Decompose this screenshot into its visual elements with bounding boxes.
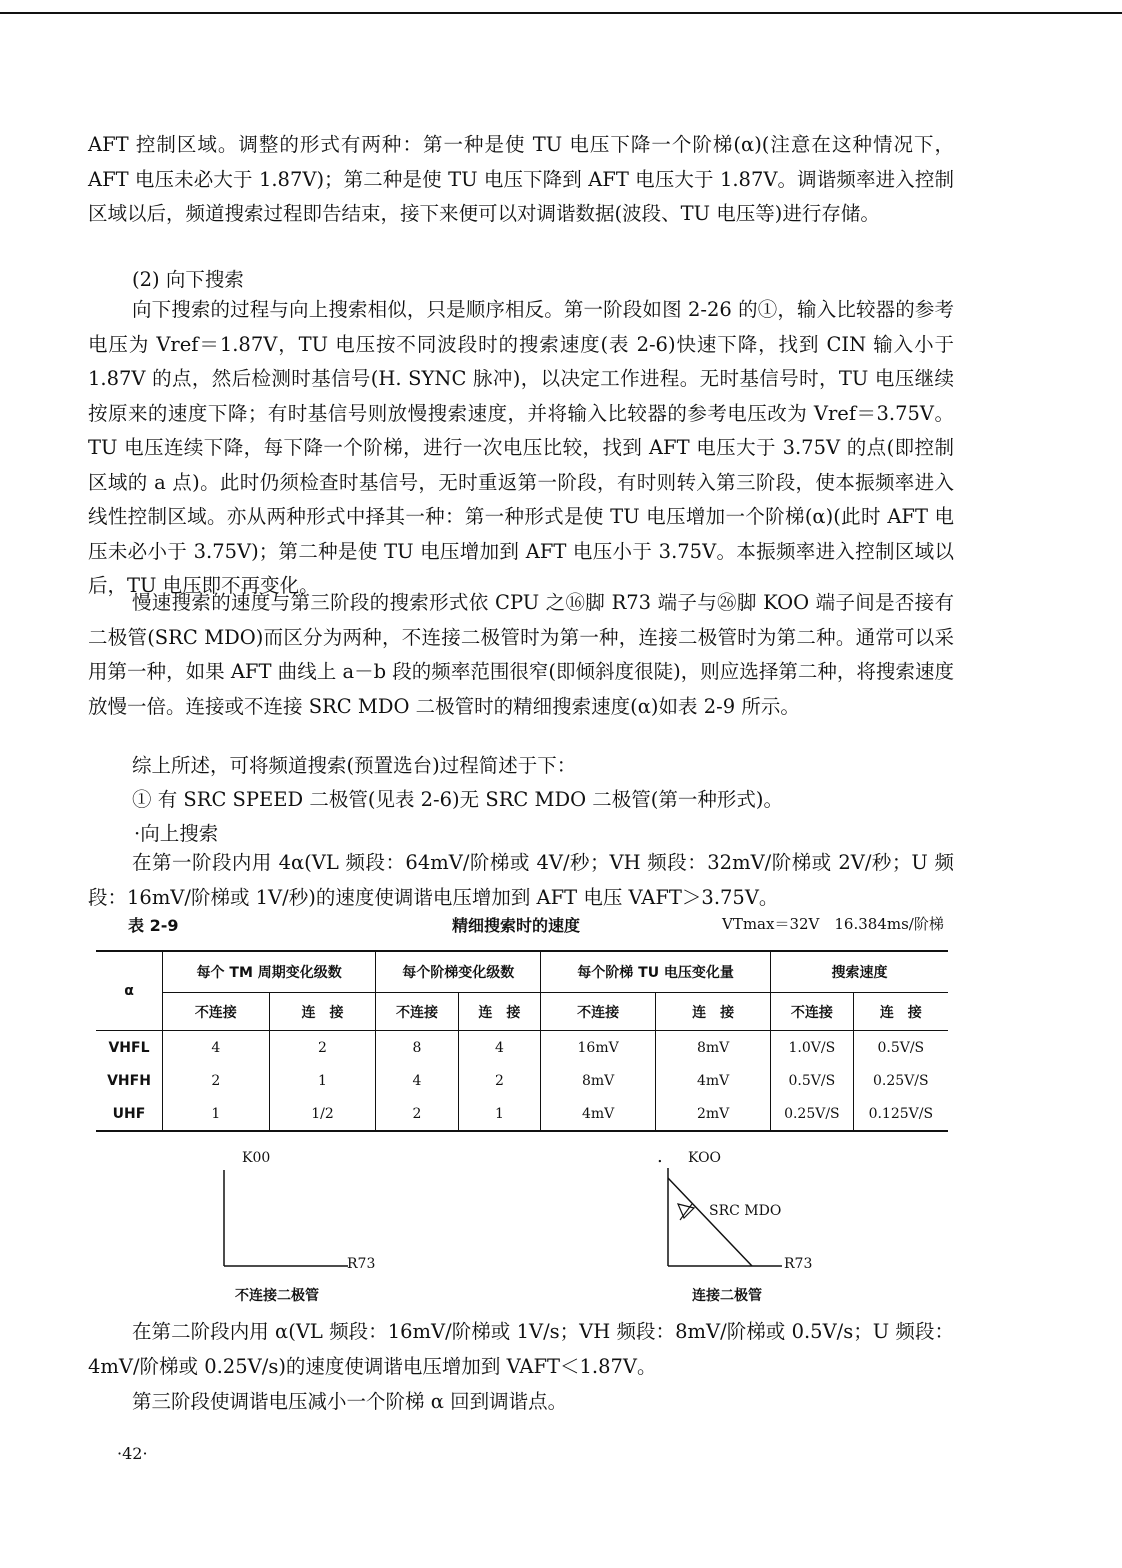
sub-header: 连 接 <box>656 993 771 1031</box>
table-cell: 4mV <box>656 1064 771 1097</box>
table-cell: 0.5V/S <box>771 1064 854 1097</box>
table-cell: 2mV <box>656 1097 771 1131</box>
dot-mark: . <box>657 1146 663 1167</box>
table-number: 表 2-9 <box>128 916 179 935</box>
paragraph-down-search: 向下搜索的过程与向上搜索相似，只是顺序相反。第一阶段如图 2-26 的①，输入比较器的参考电压为 Vref＝1.87V，TU 电压按不同波段时的搜索速度(表 2-6)快速下降，找到 CIN 输入小于 1.87V 的点，然后检测时基信号(H. SYNC 脉冲)，以决定工作进程。无时基信号时，TU 电压继续按原来的速度下降；有时基信号则放慢搜索速度，并将输入比较器的参考电压改为 Vref＝3.75V。TU 电压连续下降，每下降一个阶梯，进行一次电压比较，找到 AFT 电压大于 3.75V 的点(即控制区域的 a 点)。此时仍须检查时基信号，无时重返第一阶段，有时则转入第三阶段，使本振频率进入线性控制区域。亦从两种形式中择其一种：第一种形式是使 TU 电压增加一个阶梯(α)(此时 AFT 电压未必小于 3.75V)；第二种是使 TU 电压增加到 AFT 电压小于 3.75V。本振频率进入控制区域以后，TU 电压即不再变化。 <box>88 298 954 597</box>
left-diagram-axes <box>220 1170 350 1268</box>
table-cell: 8 <box>376 1031 458 1065</box>
paragraph-up-search-heading: ·向上搜索 <box>134 822 219 845</box>
paragraph-slow-search: 慢速搜索的速度与第三阶段的搜索形式依 CPU 之⑯脚 R73 端子与㉖脚 KOO 端子间是否接有二极管(SRC MDO)而区分为两种，不连接二极管时为第一种，连接二极管时为第二种。通常可以采用第一种，如果 AFT 曲线上 a－b 段的频率范围很窄(即倾斜度很陡)，则应选择第二种，将搜索速度放慢一倍。连接或不连接 SRC MDO 二极管时的精细搜索速度(α)如表 2-9 所示。 <box>88 591 954 718</box>
page-number: ·42· <box>117 1444 148 1463</box>
group-header-step-levels: 每个阶梯变化级数 <box>376 951 541 993</box>
table-row <box>96 1097 948 1131</box>
paragraph-stage-1: 在第一阶段内用 4α(VL 频段：64mV/阶梯或 4V/秒；VH 频段：32mV/阶梯或 2V/秒；U 频段：16mV/阶梯或 1V/秒)的速度使调谐电压增加到 AFT 电压 VAFT＞3.75V。 <box>88 851 954 909</box>
table-note: VTmax＝32V 16.384ms/阶梯 <box>722 915 944 933</box>
table-cell: 0.5V/S <box>853 1031 948 1065</box>
top-rule <box>0 12 1122 14</box>
sub-header: 不连接 <box>376 993 458 1031</box>
sub-header: 连 接 <box>458 993 540 1031</box>
table-cell: 8mV <box>541 1064 656 1097</box>
table-cell: 0.125V/S <box>853 1097 948 1131</box>
row-label: VHFL <box>108 1039 150 1056</box>
group-header-voltage: 每个阶梯 TU 电压变化量 <box>541 951 771 993</box>
group-header-speed: 搜索速度 <box>771 951 948 993</box>
table-cell: 2 <box>458 1064 540 1097</box>
sub-header: 不连接 <box>771 993 854 1031</box>
table-cell: 4 <box>458 1031 540 1065</box>
paragraph-stage-3: 第三阶段使调谐电压减小一个阶梯 α 回到调谐点。 <box>132 1390 568 1413</box>
alpha-header: α <box>96 951 163 1031</box>
search-speed-table <box>96 950 948 1132</box>
paragraph-summary: 综上所述，可将频道搜索(预置选台)过程简述于下： <box>132 754 577 777</box>
table-cell: 1 <box>163 1097 270 1131</box>
table-cell: 4 <box>376 1064 458 1097</box>
table-row <box>96 1031 948 1065</box>
table-cell: 2 <box>269 1031 376 1065</box>
table-cell: 1/2 <box>269 1097 376 1131</box>
table-cell: 0.25V/S <box>853 1064 948 1097</box>
table-cell: 16mV <box>541 1031 656 1065</box>
table-cell: 2 <box>163 1064 270 1097</box>
left-diagram-caption: 不连接二极管 <box>235 1288 319 1304</box>
sub-header: 连 接 <box>269 993 376 1031</box>
table-cell: 1 <box>458 1097 540 1131</box>
table-cell: 8mV <box>656 1031 771 1065</box>
left-diagram-y-label: K00 <box>242 1150 271 1166</box>
paragraph-stage-2: 在第二阶段内用 α(VL 频段：16mV/阶梯或 1V/s；VH 频段：8mV/阶梯或 0.5V/s；U 频段：4mV/阶梯或 0.25V/s)的速度使调谐电压增加到 VAFT＜1.87V。 <box>88 1320 954 1378</box>
right-diagram-x-label: R73 <box>784 1256 813 1272</box>
paragraph-case-1: ① 有 SRC SPEED 二极管(见表 2-6)无 SRC MDO 二极管(第一种形式)。 <box>132 788 784 811</box>
right-diagram-y-label: KOO <box>688 1150 722 1166</box>
table-cell: 0.25V/S <box>771 1097 854 1131</box>
sub-header: 连 接 <box>853 993 948 1031</box>
paragraph-aft-control: AFT 控制区域。调整的形式有两种：第一种是使 TU 电压下降一个阶梯(α)(注意在这种情况下，AFT 电压未必大于 1.87V)；第二种是使 TU 电压下降到 AFT 电压大于 1.87V。调谐频率进入控制区域以后，频道搜索过程即告结束，接下来便可以对调谐数据(波段、TU 电压等)进行存储。 <box>88 133 954 225</box>
table-cell: 1 <box>269 1064 376 1097</box>
group-header-tm: 每个 TM 周期变化级数 <box>163 951 376 993</box>
table-cell: 2 <box>376 1097 458 1131</box>
table-cell: 1.0V/S <box>771 1031 854 1065</box>
row-label: UHF <box>96 1097 163 1131</box>
table-row <box>96 1064 948 1097</box>
right-diagram-caption: 连接二极管 <box>692 1288 762 1304</box>
table-title: 精细搜索时的速度 <box>452 916 581 935</box>
sub-header: 不连接 <box>163 993 270 1031</box>
table-cell: 4mV <box>541 1097 656 1131</box>
section-heading-down-search: (2) 向下搜索 <box>132 268 244 291</box>
left-diagram-x-label: R73 <box>347 1256 376 1272</box>
diode-label: SRC MDO <box>709 1203 782 1219</box>
table-cell: 4 <box>163 1031 270 1065</box>
sub-header: 不连接 <box>541 993 656 1031</box>
row-label: VHFH <box>107 1072 151 1089</box>
